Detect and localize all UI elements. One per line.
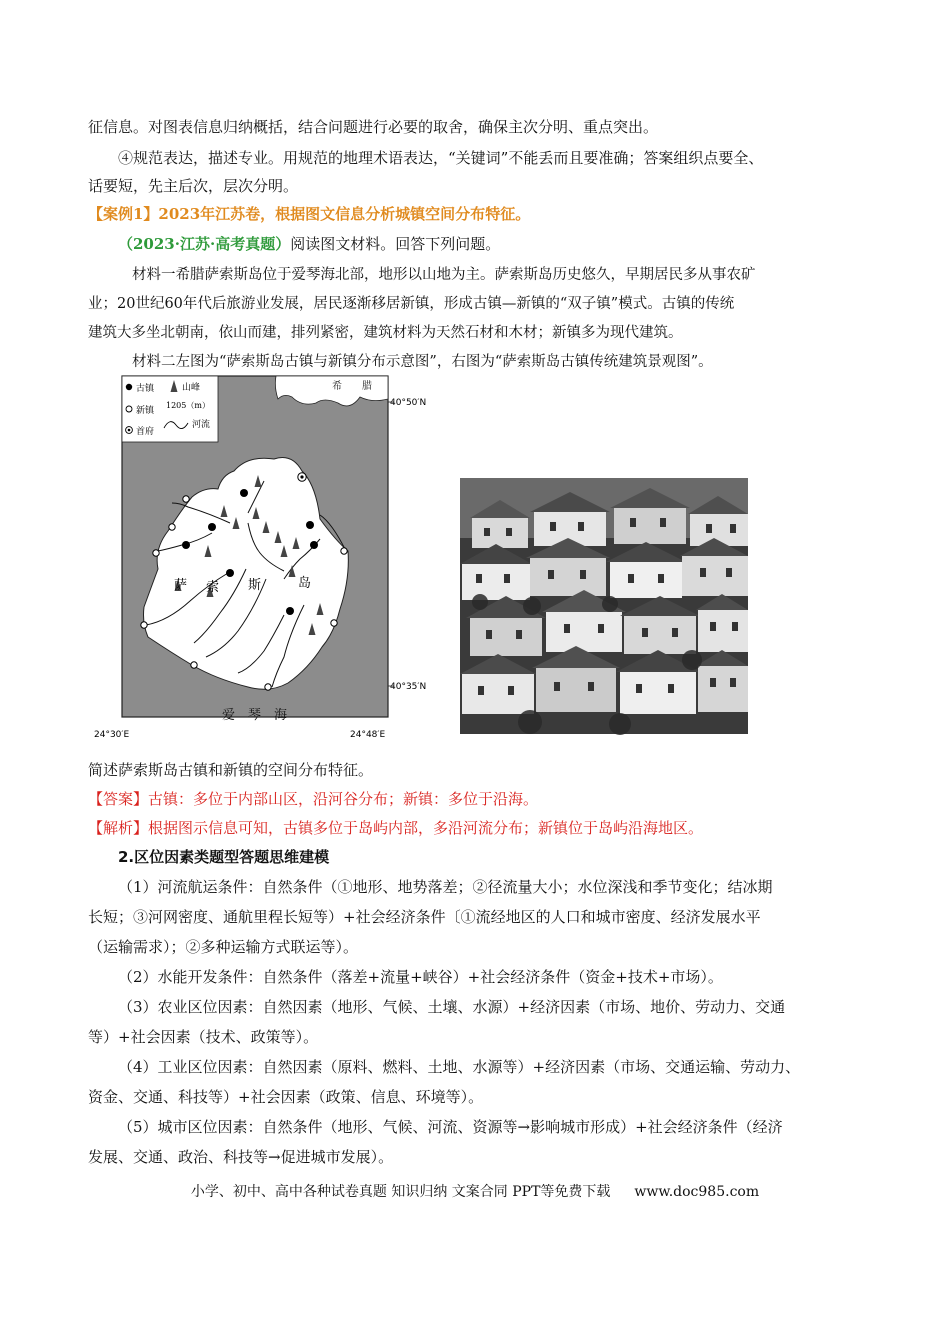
page-footer <box>0 1182 950 1202</box>
legend-capital-dot <box>128 429 131 432</box>
case-heading: 【案例1】2023年江苏卷，根据图文信息分析城镇空间分布特征。 <box>88 205 531 223</box>
legend-peak: 山峰 <box>182 383 201 393</box>
answer-tag: 【答案】 <box>88 790 149 808</box>
item-3-line-1: （3）农业区位因素：自然因素（地形、气候、土壤、水源）+经济因素（市场、地价、劳动力、交通 <box>118 998 786 1016</box>
legend-capital: 首府 <box>136 427 155 437</box>
item-3-line-2: 等）+社会因素（技术、政策等）。 <box>88 1028 319 1046</box>
legend-old-town: 古镇 <box>136 384 155 394</box>
item-2-line: （2）水能开发条件：自然条件（落差+流量+峡谷）+社会经济条件（资金+技术+市场）。 <box>118 968 723 986</box>
sea-label: 爱 琴 海 <box>222 708 288 723</box>
material-1-line-2: 业；20世纪60年代后旅游业发展，居民逐渐移居新镇，形成古镇—新镇的“双子镇”模式。古镇的传统 <box>88 296 735 312</box>
island-label-2: 索 <box>206 580 220 595</box>
text-line-1: 征信息。对图表信息归纳概括，结合问题进行必要的取舍，确保主次分明、重点突出。 <box>88 118 659 136</box>
item-5-line-2: 发展、交通、政治、科技等→促进城市发展）。 <box>88 1148 394 1166</box>
capital-dot <box>300 475 303 478</box>
item-1-line-1: （1）河流航运条件：自然条件（①地形、地势落差；②径流量大小；水位深浅和季节变化；结冰期 <box>118 878 773 896</box>
explanation-line <box>88 818 703 838</box>
legend-new-town: 新镇 <box>136 406 155 416</box>
lon-left: 24°30′E <box>94 730 130 740</box>
legend-peak-value: 1205（m） <box>166 401 210 410</box>
footer-url[interactable]: www.doc985.com <box>634 1184 760 1200</box>
legend-new-town-icon <box>126 406 132 412</box>
section-heading-2: 2.区位因素类题型答题思维建模 <box>118 848 330 866</box>
source-line <box>118 234 500 254</box>
item-1-line-2: 长短；③河网密度、通航里程长短等）+社会经济条件〔①流经地区的人口和城市密度、经济发展水平 <box>88 908 761 926</box>
footer-text: 小学、初中、高中各种试卷真题 知识归纳 文案合同 PPT等免费下载 <box>190 1184 611 1200</box>
text-line-2: ④规范表达，描述专业。用规范的地理术语表达，“关键词”不能丢而且要准确；答案组织点要全、 <box>118 149 764 167</box>
island-label-3: 斯 <box>248 578 262 593</box>
lat-bottom: 40°35′N <box>390 682 427 692</box>
explanation-tag: 【解析】 <box>88 819 149 837</box>
lat-top: 40°50′N <box>390 398 427 408</box>
material-1-line-1: 材料一希腊萨索斯岛位于爱琴海北部，地形以山地为主。萨索斯岛历史悠久，早期居民多从事农矿 <box>132 267 756 283</box>
explanation-body: 根据图示信息可知，古镇多位于岛屿内部，多沿河流分布；新镇位于岛屿沿海地区。 <box>148 819 704 837</box>
old-town-architecture-photo <box>460 478 748 734</box>
text-line-3: 话要短，先主后次，层次分明。 <box>88 177 299 195</box>
legend-old-town-icon <box>126 384 132 390</box>
item-4-line-2: 资金、交通、科技等）+社会因素（政策、信息、环境等）。 <box>88 1088 484 1106</box>
island-distribution-map <box>88 373 427 743</box>
island-label-1: 萨 <box>174 578 188 593</box>
question-text: 简述萨索斯岛古镇和新镇的空间分布特征。 <box>88 761 374 779</box>
answer-body: 古镇：多位于内部山区，沿河谷分布；新镇：多位于沿海。 <box>148 790 539 808</box>
island-label-4: 岛 <box>298 576 312 591</box>
item-5-line-1: （5）城市区位因素：自然条件（地形、气候、河流、资源等→影响城市形成）+社会经济条件（经济 <box>118 1118 783 1136</box>
material-2-line: 材料二左图为“萨索斯岛古镇与新镇分布示意图”，右图为“萨索斯岛古镇传统建筑景观图”。 <box>132 354 713 370</box>
material-1-line-3: 建筑大多坐北朝南，依山而建，排列紧密，建筑材料为天然石材和木材；新镇多为现代建筑。 <box>88 325 683 341</box>
source-instruction: 阅读图文材料。回答下列问题。 <box>290 235 501 253</box>
item-4-line-1: （4）工业区位因素：自然因素（原料、燃料、土地、水源等）+经济因素（市场、交通运输、劳动力、 <box>118 1058 801 1076</box>
legend-river: 河流 <box>192 420 211 430</box>
greece-label: 希 腊 <box>332 381 372 392</box>
answer-line <box>88 789 538 809</box>
lon-right: 24°48′E <box>350 730 386 740</box>
item-1-line-3: （运输需求）；②多种运输方式联运等）。 <box>88 938 359 956</box>
source-tag: （2023·江苏·高考真题） <box>118 235 291 253</box>
